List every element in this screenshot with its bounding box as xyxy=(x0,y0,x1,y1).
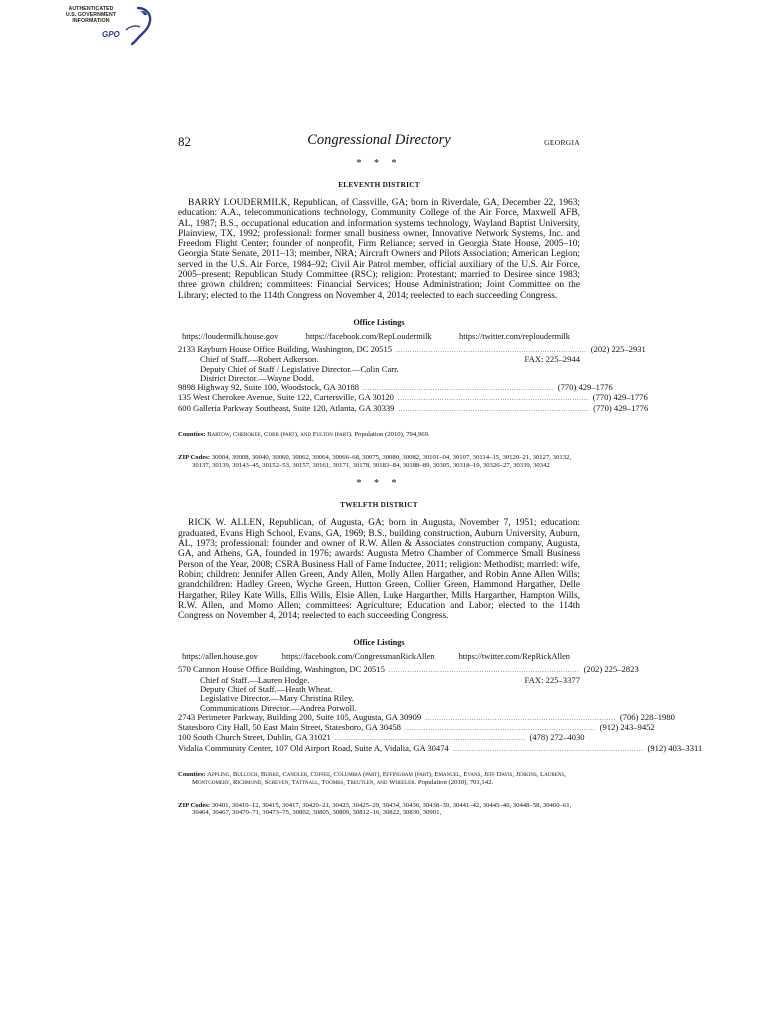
page-header xyxy=(178,130,580,152)
office-list xyxy=(178,343,649,414)
state-label: GEORGIA xyxy=(544,138,580,147)
gpo-authentication-stamp xyxy=(60,6,156,46)
zip-codes xyxy=(178,454,580,470)
office-phone: (706) 228–1980 xyxy=(619,711,675,722)
representative-bio xyxy=(178,198,580,301)
zip-label: ZIP Codes: xyxy=(178,801,211,809)
gpo-stamp-text: AUTHENTICATED U.S. GOVERNMENT INFORMATION xyxy=(65,6,117,25)
gpo-logo-text: GPO xyxy=(102,30,120,39)
website-link[interactable]: https://loudermilk.house.gov xyxy=(182,331,279,341)
leader-dots: .................................................................................. xyxy=(363,385,554,393)
office-address: Statesboro City Hall, 50 East Main Street, Statesboro, GA 30458 xyxy=(178,722,401,733)
staff-line: Deputy Chief of Staff / Legislative Director.—Colin Carr. xyxy=(200,363,399,374)
leader-dots: .................................................................................. xyxy=(452,745,644,753)
district-heading: TWELFTH DISTRICT xyxy=(340,501,418,510)
counties-list xyxy=(178,771,580,787)
counties-names: Appling, Bulloch, Burke, Candler, Coffee, Columbia (part), Effingham (part), Emanuel, Evans, Jeff Davis, Jenkins, Laurens, Montgomery, Richmond, Screven, Tattnall, Toombs, Treutlen, and Wheeler. xyxy=(192,771,566,786)
staff-line: District Director.—Wayne Dodd. xyxy=(200,372,314,383)
representative-bio xyxy=(178,518,580,621)
office-phone: (202) 225–2823 xyxy=(583,664,639,675)
leader-dots: .................................................................................. xyxy=(397,395,589,403)
office-phone: (912) 243–9452 xyxy=(599,722,655,733)
office-listings-title: Office Listings xyxy=(353,317,405,327)
staff-line: Legislative Director.—Mary Christina Riley. xyxy=(200,693,354,704)
office-address: 135 West Cherokee Avenue, Suite 122, Cartersville, GA 30120 xyxy=(178,392,394,403)
office-phone: (770) 429–1776 xyxy=(592,392,648,403)
representative-name: RICK W. ALLEN xyxy=(188,518,263,529)
leader-dots: .................................................................................. xyxy=(334,735,526,743)
office-phone: (478) 272–4030 xyxy=(529,732,585,743)
district-office-row xyxy=(178,402,649,414)
counties-list xyxy=(178,431,580,439)
zip-codes xyxy=(178,802,580,818)
population: Population (2010), 794,969. xyxy=(354,431,430,439)
leader-dots: .................................................................................. xyxy=(396,346,587,354)
twitter-link[interactable]: https://twitter.com/reploudermilk xyxy=(459,331,570,341)
fax-number: FAX: 225–2944 xyxy=(524,354,580,365)
office-address: 2743 Perimeter Parkway, Building 200, Suite 105, Augusta, GA 30909 xyxy=(178,711,422,722)
office-address: Vidalia Community Center, 107 Old Airport Road, Suite A, Vidalia, GA 30474 xyxy=(178,742,449,753)
office-phone: (912) 403–3311 xyxy=(647,742,703,753)
facebook-link[interactable]: https://facebook.com/RepLoudermilk xyxy=(305,331,432,341)
website-link[interactable]: https://allen.house.gov xyxy=(182,652,258,662)
staff-line: Chief of Staff.—Lauren Hodge. xyxy=(200,674,310,685)
leader-dots: .................................................................................. xyxy=(425,714,616,722)
office-address: 570 Cannon House Office Building, Washington, DC 20515 xyxy=(178,664,385,675)
fax-number: FAX: 225–3377 xyxy=(524,674,580,685)
office-list xyxy=(178,664,703,754)
office-address: 2133 Rayburn House Office Building, Washington, DC 20515 xyxy=(178,343,393,354)
staff-line: Chief of Staff.—Robert Adkerson. xyxy=(200,354,319,365)
office-address: 9898 Highway 92, Suite 100, Woodstock, GA 30188 xyxy=(178,382,360,393)
eagle-icon xyxy=(120,6,154,46)
population: Population (2010), 701,142. xyxy=(417,778,494,786)
bio-text: , Republican, of Augusta, GA; born in Augusta, November 7, 1951; education: graduated, Evans High School, Evans, GA, 1969; B.S., building construction, Auburn University, Auburn, AL, 1973; professional: founder and owner of R.W. Allen & Associates construction company, Augusta, GA, and Athens, GA, founded in 1976; awards: Augusta Metro Chamber of Commerce Small Business Person of the Year, 2008; CSRA Business Hall of Fame Inductee, 2011; religion: Methodist; married: wife, Robin; children: Jennifer Allen Green, Andy Allen, Molly Allen Hargather, and Robin Anne Allen Wills; grandchildren: Hadley Green, Wyche Green, Hutton Green, Collier Green, Hammond Hargather, Delle Hargather, Riley Kate Wills, Ellis Wills, Elsie Allen, Luke Hargarther, Mills Hargarther, Hampton Wills, R.W. Allen, and Momo Allen; committees: Agriculture; Education and Labor; elected to the 114th Congress on November 4, 2014; reelected to each succeeding Congress. xyxy=(178,518,580,622)
page-number: 82 xyxy=(178,134,191,149)
zip-list: 30401, 30410–12, 30415, 30417, 30420–21, 30423, 30425–29, 30434, 30436, 30438–39, 30441–42, 30445–46, 30448–58, 30460–61, 30464, 30467, 30470–71, 30473–75, 30802, 30805, 30809, 30812–16, 30822, 30830, 30901, xyxy=(192,801,572,817)
office-phone: (770) 429–1776 xyxy=(557,382,613,393)
leader-dots: .................................................................................. xyxy=(388,667,580,675)
web-links xyxy=(178,332,580,341)
counties-names: Bartow, Cherokee, Cobb (part), and Fulton (part). xyxy=(207,431,353,439)
leader-dots: .................................................................................. xyxy=(404,725,596,733)
facebook-link[interactable]: https://facebook.com/CongressmanRickAllen xyxy=(281,652,435,662)
office-address: 100 South Church Street, Dublin, GA 31021 xyxy=(178,732,331,743)
staff-line: Deputy Chief of Staff.—Heath Wheat. xyxy=(200,684,333,694)
bio-text: , Republican, of Cassville, GA; born in Riverdale, GA, December 22, 1963; education: A.A., telecommunications technology, Community College of the Air Force, Maxwell AFB, AL, 1987; B.S., occupational education and information systems technology, Wayland Baptist University, Plainview, TX, 1992; professional: former small business owner, Innovative Network Systems, Inc. and Freedom Flight Center; founder of nonprofit, Firm Reliance; served in Georgia State House, 2005–10; Georgia State Senate, 2011–13; member, NRA; Aircraft Owners and Pilots Association; American Legion; served in the U.S. Air Force, 1984–92; Civil Air Patrol member, official auxiliary of the U.S. Air Force, 2005–present; Republican Study Committee (RSC); religion: Protestant; married to Desiree since 1983; three grown children; committees: Financial Services; House Administration; Joint Committee on the Library; elected to the 114th Congress on November 4, 2014; reelected to each succeeding Congress. xyxy=(178,198,580,301)
leader-dots: .................................................................................. xyxy=(398,405,590,413)
staff-line: Communications Director.—Andrea Porwoll. xyxy=(200,702,357,713)
section-separator: * * * xyxy=(356,158,402,169)
page-title: Congressional Directory xyxy=(307,132,451,148)
office-listings-title: Office Listings xyxy=(353,638,405,648)
zip-list: 30004, 30008, 30040, 30060, 30062, 30064, 30066–68, 30075, 30080, 30082, 30101–04, 30107, 30114–15, 30120–21, 30127, 30132, 30137, 30139, 30143–45, 30152–53, 30157, 30161, 30171, 30178, 30183–84, 30188–89, 30305, 30318–19, 30326–27, 30339, 30342 xyxy=(192,453,572,469)
district-office-row xyxy=(178,742,703,754)
district-heading: ELEVENTH DISTRICT xyxy=(338,181,420,189)
counties-label: Counties: xyxy=(178,771,206,779)
office-phone: (770) 429–1776 xyxy=(593,402,649,413)
twitter-link[interactable]: https://twitter.com/RepRickAllen xyxy=(458,652,570,662)
web-links xyxy=(178,652,580,661)
representative-name: BARRY LOUDERMILK xyxy=(188,198,288,208)
directory-page xyxy=(178,130,703,817)
office-phone: (202) 225–2931 xyxy=(590,343,646,354)
office-address: 600 Galleria Parkway Southeast, Suite 120, Atlanta, GA 30339 xyxy=(178,402,395,413)
section-separator: * * * xyxy=(356,478,402,490)
zip-label: ZIP Codes: xyxy=(178,453,211,461)
counties-label: Counties: xyxy=(178,431,206,439)
